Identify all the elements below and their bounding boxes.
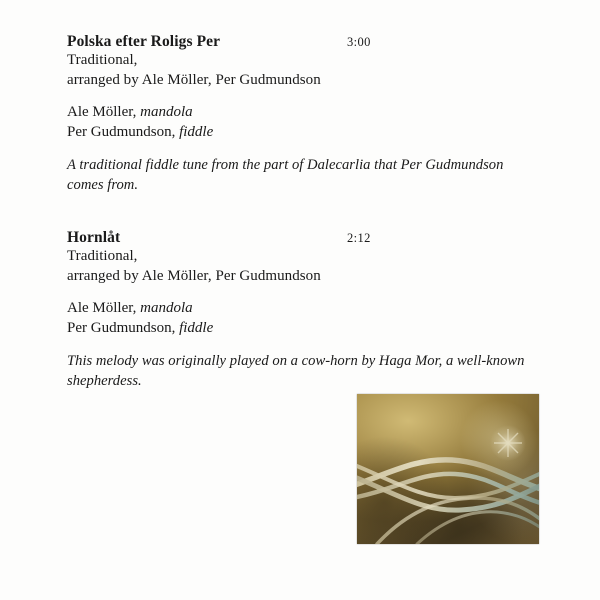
track-entry: [67, 228, 537, 391]
performer-instrument: fiddle: [179, 319, 214, 336]
track-duration: 3:00: [347, 35, 371, 49]
woven-strands-artwork: [357, 394, 539, 544]
performer-instrument: mandola: [140, 104, 193, 120]
performer-instrument: fiddle: [179, 123, 214, 140]
track-note: This melody was originally played on a cow-horn by Haga Mor, a well-known shepherdess.: [67, 353, 525, 389]
artwork-strands: [357, 394, 539, 544]
track-note: A traditional fiddle tune from the part of Dalecarlia that Per Gudmundson comes from.: [67, 157, 504, 193]
track-credit-line-1: Traditional,: [67, 248, 138, 264]
performer-list: [67, 103, 537, 142]
performer-entry: [67, 319, 537, 339]
track-entry: [67, 32, 537, 195]
track-credit-line-1: Traditional,: [67, 52, 138, 68]
track-title-row: [67, 32, 537, 51]
performer-name: Per Gudmundson,: [67, 319, 176, 336]
track-title: Hornlåt: [67, 229, 121, 246]
performer-instrument: mandola: [140, 300, 193, 316]
performer-name: Ale Möller,: [67, 300, 137, 316]
track-credit-line-2: arranged by Ale Möller, Per Gudmundson: [67, 267, 321, 284]
performer-name: Ale Möller,: [67, 104, 137, 120]
performer-name: Per Gudmundson,: [67, 123, 176, 140]
performer-entry: [67, 299, 537, 319]
performer-list: [67, 299, 537, 338]
performer-entry: [67, 123, 537, 143]
performer-entry: [67, 103, 537, 123]
track-credit-line-2: arranged by Ale Möller, Per Gudmundson: [67, 71, 321, 88]
track-title-row: [67, 228, 537, 247]
track-title: Polska efter Roligs Per: [67, 33, 221, 50]
track-duration: 2:12: [347, 231, 371, 245]
